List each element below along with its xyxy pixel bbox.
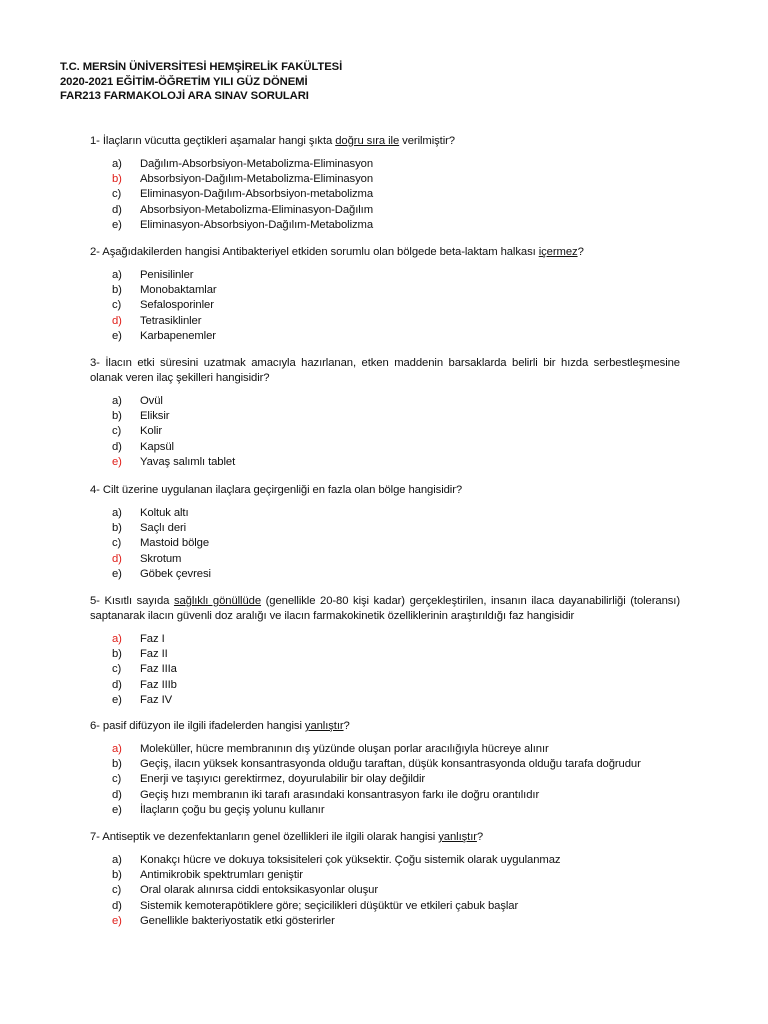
header-term: 2020-2021 EĞİTİM-ÖĞRETİM YILI GÜZ DÖNEMİ bbox=[60, 75, 308, 88]
question-stem bbox=[90, 594, 680, 624]
option-text: Sistemik kemoterapötiklere göre; seçicilikleri düşüktür ve etkileri çabuk başlar bbox=[140, 899, 519, 912]
option-a bbox=[90, 632, 680, 647]
option-letter-highlighted: b) bbox=[112, 173, 122, 186]
option-text: Kapsül bbox=[140, 440, 174, 453]
option-text: Skrotum bbox=[140, 552, 182, 565]
question-6 bbox=[90, 719, 680, 818]
option-text: Faz IV bbox=[140, 693, 173, 706]
option-text: Kolir bbox=[140, 425, 163, 438]
stem-text: 4- Cilt üzerine uygulanan ilaçlara geçirgenliği en fazla olan bölge hangisidir? bbox=[90, 484, 463, 496]
question-stem bbox=[90, 830, 680, 845]
option-a bbox=[90, 506, 680, 521]
option-letter: a) bbox=[112, 854, 122, 866]
stem-text-end: ? bbox=[343, 720, 350, 732]
option-b bbox=[90, 172, 680, 187]
option-text: Faz I bbox=[140, 633, 165, 645]
option-text: Genellikle bakteriyostatik etki gösterirler bbox=[140, 914, 335, 927]
question-2 bbox=[90, 245, 680, 344]
option-b bbox=[90, 283, 680, 298]
option-letter: b) bbox=[112, 648, 122, 661]
option-text: Geçiş hızı membranın iki tarafı arasındaki konsantrasyon farkı ile doğru orantılıdır bbox=[140, 788, 540, 801]
option-b bbox=[90, 868, 680, 883]
option-e bbox=[90, 914, 680, 929]
question-stem bbox=[90, 356, 680, 386]
option-letter: c) bbox=[112, 773, 122, 786]
option-text: Enerji ve taşıyıcı gerektirmez, doyurulabilir bir olay değildir bbox=[140, 773, 426, 786]
option-c bbox=[90, 298, 680, 313]
option-letter: c) bbox=[112, 425, 122, 438]
option-b bbox=[90, 521, 680, 536]
option-text: Koltuk altı bbox=[140, 507, 189, 519]
question-1 bbox=[90, 134, 680, 233]
stem-text-end: verilmiştir? bbox=[399, 135, 455, 147]
option-letter: c) bbox=[112, 663, 122, 676]
option-letter: c) bbox=[112, 537, 122, 550]
question-4 bbox=[90, 483, 680, 582]
option-letter: d) bbox=[112, 899, 122, 912]
stem-emphasis: yanlıştır bbox=[438, 831, 477, 843]
option-letter: a) bbox=[112, 158, 122, 170]
option-letter: b) bbox=[112, 869, 122, 882]
option-letter: b) bbox=[112, 284, 122, 297]
question-stem bbox=[90, 134, 680, 149]
option-e bbox=[90, 329, 680, 344]
option-c bbox=[90, 187, 680, 202]
option-text: Oral olarak alınırsa ciddi entoksikasyonlar oluşur bbox=[140, 884, 378, 897]
question-7 bbox=[90, 830, 680, 929]
option-text: Eliminasyon-Dağılım-Absorbsiyon-metabolizma bbox=[140, 188, 374, 201]
header-university: T.C. MERSİN ÜNİVERSİTESİ HEMŞİRELİK FAKÜLTESİ bbox=[60, 61, 343, 73]
option-d bbox=[90, 440, 680, 455]
option-text: Absorbsiyon-Metabolizma-Eliminasyon-Dağılım bbox=[140, 203, 374, 216]
option-text: Faz IIIa bbox=[140, 663, 177, 676]
option-list bbox=[90, 742, 680, 818]
option-letter: e) bbox=[112, 567, 122, 580]
stem-emphasis: sağlıklı gönüllüde bbox=[173, 595, 262, 607]
option-d bbox=[90, 552, 680, 567]
option-letter: c) bbox=[112, 188, 122, 201]
question-5 bbox=[90, 594, 680, 708]
option-text: Yavaş salımlı tablet bbox=[140, 455, 236, 468]
question-stem bbox=[90, 483, 680, 498]
option-letter-highlighted: a) bbox=[112, 633, 122, 645]
option-a bbox=[90, 853, 680, 868]
stem-emphasis: doğru sıra ile bbox=[335, 135, 400, 147]
option-text: Konakçı hücre ve dokuya toksisiteleri çok yüksektir. Çoğu sistemik olarak uygulanmaz bbox=[140, 854, 561, 866]
question-3 bbox=[90, 356, 680, 470]
stem-text: 7- Antiseptik ve dezenfektanların genel özellikleri ile ilgili olarak hangisi bbox=[90, 831, 439, 843]
option-letter: d) bbox=[112, 678, 122, 691]
option-text: Faz II bbox=[140, 648, 168, 661]
option-letter: b) bbox=[112, 522, 122, 535]
option-letter: d) bbox=[112, 440, 122, 453]
option-letter: d) bbox=[112, 203, 122, 216]
option-e bbox=[90, 455, 680, 470]
option-b bbox=[90, 409, 680, 424]
option-list bbox=[90, 853, 680, 929]
stem-text: 5- Kısıtlı sayıda bbox=[90, 595, 174, 607]
option-text: Absorbsiyon-Dağılım-Metabolizma-Eliminasyon bbox=[140, 173, 374, 186]
option-letter: b) bbox=[112, 758, 122, 771]
option-letter-highlighted: e) bbox=[112, 455, 122, 468]
stem-text-end: ? bbox=[476, 831, 484, 843]
option-c bbox=[90, 536, 680, 551]
option-list bbox=[90, 157, 680, 233]
option-list bbox=[90, 394, 680, 470]
option-d bbox=[90, 203, 680, 218]
option-list bbox=[90, 632, 680, 708]
option-text: Geçiş, ilacın yüksek konsantrasyonda olduğu taraftan, düşük konsantrasyonda olduğu tarafa doğrudur bbox=[140, 758, 641, 771]
option-text: Moleküller, hücre membranının dış yüzünde oluşan porlar aracılığıyla hücreye alınır bbox=[140, 743, 549, 755]
option-letter: e) bbox=[112, 329, 122, 342]
option-a bbox=[90, 742, 680, 757]
option-letter: d) bbox=[112, 788, 122, 801]
option-c bbox=[90, 662, 680, 677]
question-stem bbox=[90, 719, 680, 734]
option-letter: e) bbox=[112, 693, 122, 706]
option-text: Mastoid bölge bbox=[140, 537, 210, 550]
option-c bbox=[90, 772, 680, 787]
option-d bbox=[90, 314, 680, 329]
option-text: Faz IIIb bbox=[140, 678, 177, 691]
stem-text-end: (genellikle 20-80 kişi kadar) gerçekleştirilen, insanın ilaca dayanabilirliği (toleransı) saptanarak ilacın güvenli doz aralığı ve ilacın farmakokinetik özelliklerinin araştırıldığı faz hangisidir bbox=[90, 595, 680, 622]
option-c bbox=[90, 883, 680, 898]
option-letter-highlighted: d) bbox=[112, 314, 122, 327]
option-letter: c) bbox=[112, 299, 122, 312]
option-letter: e) bbox=[112, 803, 122, 816]
option-a bbox=[90, 157, 680, 172]
option-text: Monobaktamlar bbox=[140, 284, 217, 297]
option-text: Ovül bbox=[140, 395, 163, 407]
option-e bbox=[90, 803, 680, 818]
option-b bbox=[90, 757, 680, 772]
option-e bbox=[90, 693, 680, 708]
option-text: Göbek çevresi bbox=[140, 567, 211, 580]
option-text: Saçlı deri bbox=[140, 522, 187, 535]
option-letter: a) bbox=[112, 395, 122, 407]
option-letter-highlighted: a) bbox=[112, 743, 122, 755]
stem-emphasis: yanlıştır bbox=[304, 720, 344, 732]
option-letter: a) bbox=[112, 269, 122, 281]
header-course-exam: FAR213 FARMAKOLOJİ ARA SINAV SORULARI bbox=[60, 90, 309, 102]
option-d bbox=[90, 788, 680, 803]
stem-emphasis: içermez bbox=[538, 246, 578, 258]
stem-text: 6- pasif difüzyon ile ilgili ifadelerden hangisi bbox=[90, 720, 305, 732]
option-text: Tetrasiklinler bbox=[140, 314, 202, 327]
option-letter: a) bbox=[112, 507, 122, 519]
option-letter-highlighted: e) bbox=[112, 914, 122, 927]
option-text: Eliksir bbox=[140, 410, 170, 423]
option-b bbox=[90, 647, 680, 662]
option-letter-highlighted: d) bbox=[112, 552, 122, 565]
document-header bbox=[60, 60, 342, 104]
option-d bbox=[90, 899, 680, 914]
option-a bbox=[90, 394, 680, 409]
option-text: İlaçların çoğu bu geçiş yolunu kullanır bbox=[140, 803, 325, 816]
option-c bbox=[90, 424, 680, 439]
option-a bbox=[90, 268, 680, 283]
option-text: Dağılım-Absorbsiyon-Metabolizma-Eliminasyon bbox=[140, 158, 374, 170]
option-letter: b) bbox=[112, 410, 122, 423]
option-list bbox=[90, 268, 680, 344]
question-stem bbox=[90, 245, 680, 260]
option-letter: c) bbox=[112, 884, 122, 897]
stem-text: 1- İlaçların vücutta geçtikleri aşamalar hangi şıkta bbox=[90, 135, 336, 147]
option-letter: e) bbox=[112, 218, 122, 231]
option-e bbox=[90, 218, 680, 233]
option-text: Eliminasyon-Absorbsiyon-Dağılım-Metabolizma bbox=[140, 218, 374, 231]
option-e bbox=[90, 567, 680, 582]
option-text: Sefalosporinler bbox=[140, 299, 214, 312]
option-text: Penisilinler bbox=[140, 269, 194, 281]
option-list bbox=[90, 506, 680, 582]
stem-text: 2- Aşağıdakilerden hangisi Antibakteriyel etkiden sorumlu olan bölgede beta-laktam halkası bbox=[90, 246, 539, 258]
option-text: Karbapenemler bbox=[140, 329, 216, 342]
stem-text: 3- İlacın etki süresini uzatmak amacıyla hazırlanan, etken maddenin barsaklarda belirli bir hızda serbestleşmesine olanak veren ilaç şekilleri hangisidir? bbox=[90, 357, 680, 384]
stem-text-end: ? bbox=[577, 246, 584, 258]
option-text: Antimikrobik spektrumları geniştir bbox=[140, 869, 303, 882]
option-d bbox=[90, 678, 680, 693]
